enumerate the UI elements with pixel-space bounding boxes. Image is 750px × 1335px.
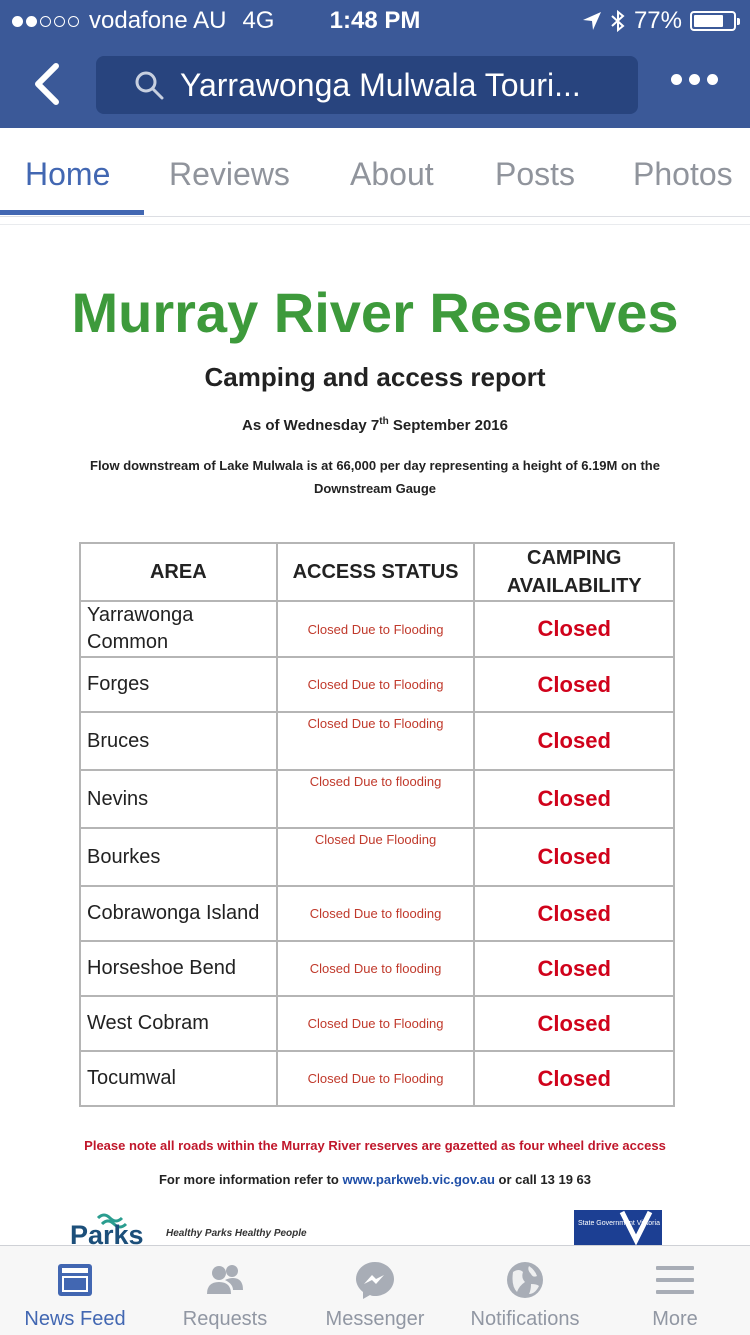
tab-messenger-label: Messenger xyxy=(325,1308,425,1330)
tab-reviews[interactable]: Reviews xyxy=(169,156,290,192)
table-header-row xyxy=(80,543,674,601)
camping-cell: Closed xyxy=(474,712,674,770)
status-cell: Closed Due to flooding xyxy=(277,770,475,828)
camping-cell: Closed xyxy=(474,657,674,712)
page-search-bar[interactable] xyxy=(96,56,638,114)
more-info-note xyxy=(0,1172,750,1187)
table-row xyxy=(80,941,674,996)
report-date xyxy=(0,416,750,434)
camping-cell: Closed xyxy=(474,1051,674,1106)
status-bar xyxy=(0,0,750,40)
table-row xyxy=(80,770,674,828)
area-cell xyxy=(80,601,277,657)
camping-cell: Closed xyxy=(474,828,674,886)
report-date-ordinal: th xyxy=(379,416,389,427)
nav-bar xyxy=(0,40,750,128)
area-cell: Nevins xyxy=(80,770,277,828)
tab-news-feed-label: News Feed xyxy=(24,1308,126,1330)
area-name: Yarrawonga Common xyxy=(87,604,194,653)
header-access-status: ACCESS STATUS xyxy=(277,543,475,601)
active-tab-indicator xyxy=(0,210,144,215)
more-dot-icon xyxy=(671,74,682,85)
camping-cell: Closed xyxy=(474,941,674,996)
report-title: Murray River Reserves xyxy=(71,281,679,344)
victoria-logo-text: State Government Victoria xyxy=(578,1220,660,1227)
status-cell: Closed Due to flooding xyxy=(277,886,475,941)
status-cell: Closed Due to Flooding xyxy=(277,712,475,770)
camping-cell: Closed xyxy=(474,886,674,941)
tab-photos[interactable]: Photos xyxy=(633,156,733,192)
camping-cell: Closed xyxy=(474,601,674,657)
tab-more[interactable] xyxy=(600,1246,750,1335)
search-icon xyxy=(134,70,164,100)
victoria-v-icon xyxy=(618,1210,658,1245)
tab-about[interactable]: About xyxy=(350,156,434,192)
table-row xyxy=(80,601,674,657)
search-text: Yarrawonga Mulwala Touri... xyxy=(180,66,581,103)
victoria-government-logo xyxy=(574,1210,662,1245)
camping-cell: Closed xyxy=(474,770,674,828)
table-row xyxy=(80,1051,674,1106)
header-camping-text: CAMPING AVAILABILITY xyxy=(506,547,642,597)
report-subtitle: Camping and access report xyxy=(204,362,546,392)
area-cell: Cobrawonga Island xyxy=(80,886,277,941)
status-cell: Closed Due to flooding xyxy=(277,941,475,996)
status-cell: Closed Due to Flooding xyxy=(277,601,475,657)
divider xyxy=(0,224,750,225)
more-info-suffix: or call 13 19 63 xyxy=(494,1172,592,1187)
battery-percent: 77% xyxy=(633,7,682,34)
area-cell: Horseshoe Bend xyxy=(80,941,277,996)
status-cell: Closed Due to Flooding xyxy=(277,996,475,1051)
table-row xyxy=(80,828,674,886)
flow-info: Flow downstream of Lake Mulwala is at 66,000 per day representing a height of 6.19M on the Downstream Gauge xyxy=(90,458,660,496)
more-options-button[interactable] xyxy=(671,74,718,85)
tab-news-feed[interactable] xyxy=(0,1246,150,1335)
back-chevron-icon[interactable] xyxy=(26,60,70,108)
tab-messenger[interactable] xyxy=(300,1246,450,1335)
battery-icon xyxy=(690,11,736,31)
status-cell: Closed Due to Flooding xyxy=(277,1051,475,1106)
bluetooth-icon xyxy=(610,9,626,33)
status-cell: Closed Due Flooding xyxy=(277,828,475,886)
network-type: 4G xyxy=(242,7,275,34)
clock: 1:48 PM xyxy=(329,7,421,34)
table-row xyxy=(80,712,674,770)
more-info-prefix: For more information refer to xyxy=(158,1172,343,1187)
tab-posts[interactable]: Posts xyxy=(495,156,576,192)
menu-icon xyxy=(655,1260,695,1300)
parkweb-link[interactable]: www.parkweb.vic.gov.au xyxy=(342,1172,495,1187)
table-row xyxy=(80,657,674,712)
carrier-name: vodafone AU xyxy=(89,7,227,34)
report-date-prefix: As of Wednesday 7 xyxy=(242,417,380,434)
report-date-suffix: September 2016 xyxy=(388,417,508,434)
area-cell: West Cobram xyxy=(80,996,277,1051)
parks-logo-text: Parks xyxy=(70,1220,144,1245)
news-feed-icon xyxy=(55,1260,95,1300)
status-cell: Closed Due to Flooding xyxy=(277,657,475,712)
post-image[interactable] xyxy=(0,224,750,1245)
messenger-icon xyxy=(355,1260,395,1300)
globe-icon xyxy=(505,1260,545,1300)
area-cell: Forges xyxy=(80,657,277,712)
bottom-tab-bar xyxy=(0,1245,750,1335)
tab-home[interactable]: Home xyxy=(25,156,111,192)
tab-notifications-label: Notifications xyxy=(470,1308,580,1330)
more-dot-icon xyxy=(689,74,700,85)
parks-tagline: Healthy Parks Healthy People xyxy=(166,1228,307,1239)
tab-requests[interactable] xyxy=(150,1246,300,1335)
tab-notifications[interactable] xyxy=(450,1246,600,1335)
header-camping-availability xyxy=(474,543,674,601)
area-cell: Bruces xyxy=(80,712,277,770)
camping-cell: Closed xyxy=(474,996,674,1051)
friend-requests-icon xyxy=(205,1260,245,1300)
more-dot-icon xyxy=(707,74,718,85)
area-cell: Bourkes xyxy=(80,828,277,886)
location-arrow-icon xyxy=(582,11,602,31)
page-tabs xyxy=(0,128,750,217)
table-row xyxy=(80,886,674,941)
tab-more-label: More xyxy=(652,1308,698,1330)
area-cell: Tocumwal xyxy=(80,1051,277,1106)
roads-note: Please note all roads within the Murray River reserves are gazetted as four wheel drive access xyxy=(84,1138,666,1153)
table-row xyxy=(80,996,674,1051)
header-area: AREA xyxy=(80,543,277,601)
reserves-table xyxy=(79,542,675,1107)
tab-requests-label: Requests xyxy=(182,1308,268,1330)
